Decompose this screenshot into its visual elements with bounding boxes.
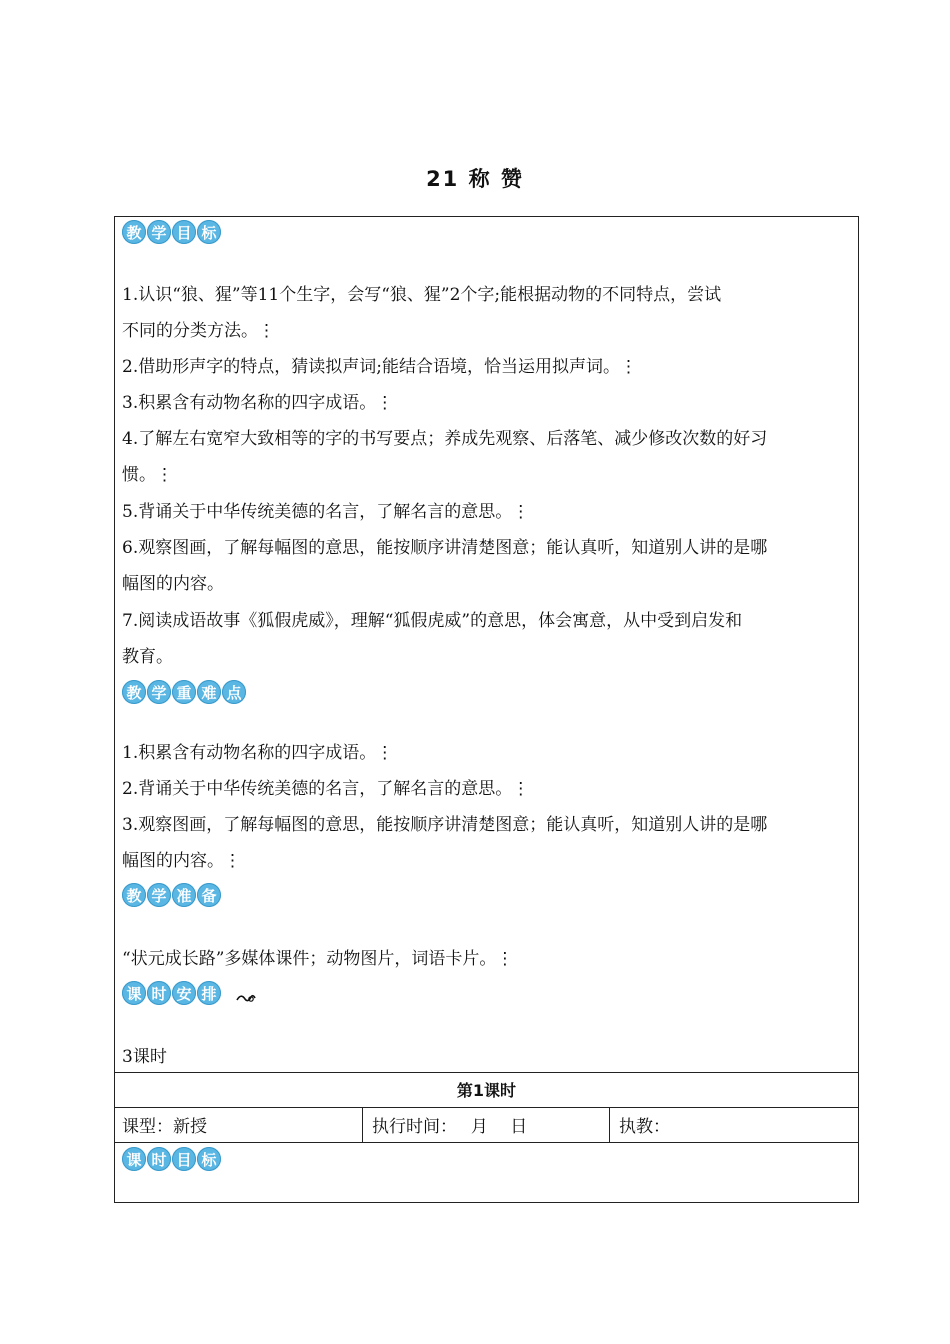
badge-char: 重 [172, 680, 196, 704]
badge-char: 准 [172, 883, 196, 907]
goal-line: 惯。⋮ [122, 465, 173, 485]
schedule-line: 3课时 [122, 1047, 167, 1067]
goal-line: 5.背诵关于中华传统美德的名言，了解名言的意思。⋮ [122, 502, 530, 522]
goal-line: 3.积累含有动物名称的四字成语。⋮ [122, 393, 394, 413]
goal-line: 教育。 [122, 647, 173, 667]
badge-char: 标 [197, 220, 221, 244]
badge-char: 目 [172, 1147, 196, 1171]
badge-preparation [122, 883, 221, 907]
lesson-time: 执行时间： 月 日 [372, 1117, 528, 1137]
badge-char: 难 [197, 680, 221, 704]
badge-char: 学 [147, 220, 171, 244]
lesson-teacher: 执教： [619, 1117, 670, 1137]
badge-char: 教 [122, 220, 146, 244]
goal-line: 2.借助形声字的特点，猜读拟声词;能结合语境，恰当运用拟声词。⋮ [122, 357, 637, 377]
badge-char: 学 [147, 883, 171, 907]
badge-char: 排 [197, 981, 221, 1005]
badge-char: 学 [147, 680, 171, 704]
goal-line: 幅图的内容。 [122, 574, 224, 594]
row-divider [114, 1107, 859, 1108]
row-divider [114, 1142, 859, 1143]
decorative-swirl-icon [236, 990, 256, 1009]
badge-char: 安 [172, 981, 196, 1005]
badge-schedule [122, 981, 221, 1005]
badge-char: 时 [147, 981, 171, 1005]
row-divider [114, 1072, 859, 1073]
badge-char: 时 [147, 1147, 171, 1171]
badge-char: 课 [122, 1147, 146, 1171]
badge-char: 点 [222, 680, 246, 704]
badge-char: 标 [197, 1147, 221, 1171]
badge-teaching-goals [122, 220, 221, 244]
goal-line: 4.了解左右宽窄大致相等的字的书写要点；养成先观察、后落笔、减少修改次数的好习 [122, 429, 768, 449]
page-title: 21 称 赞 [426, 167, 524, 191]
column-divider [362, 1107, 363, 1142]
key-point-line: 3.观察图画，了解每幅图的意思，能按顺序讲清楚图意；能认真听，知道别人讲的是哪 [122, 815, 768, 835]
key-point-line: 1.积累含有动物名称的四字成语。⋮ [122, 743, 394, 763]
preparation-line: “状元成长路”多媒体课件；动物图片，词语卡片。⋮ [122, 949, 514, 969]
lesson-type: 课型：新授 [122, 1117, 207, 1137]
key-point-line: 幅图的内容。⋮ [122, 851, 241, 871]
badge-char: 备 [197, 883, 221, 907]
key-point-line: 2.背诵关于中华传统美德的名言，了解名言的意思。⋮ [122, 779, 530, 799]
badge-char: 教 [122, 680, 146, 704]
badge-char: 教 [122, 883, 146, 907]
badge-key-points [122, 680, 246, 704]
goal-line: 不同的分类方法。⋮ [122, 321, 275, 341]
goal-line: 7.阅读成语故事《狐假虎威》，理解“狐假虎威”的意思，体会寓意，从中受到启发和 [122, 611, 743, 631]
goal-line: 6.观察图画，了解每幅图的意思，能按顺序讲清楚图意；能认真听，知道别人讲的是哪 [122, 538, 768, 558]
column-divider [609, 1107, 610, 1142]
badge-char: 目 [172, 220, 196, 244]
goal-line: 1.认识“狼、猩”等11个生字，会写“狼、猩”2个字;能根据动物的不同特点，尝试 [122, 285, 722, 305]
badge-lesson-goals [122, 1147, 221, 1171]
lesson-heading: 第1课时 [456, 1081, 517, 1100]
badge-char: 课 [122, 981, 146, 1005]
